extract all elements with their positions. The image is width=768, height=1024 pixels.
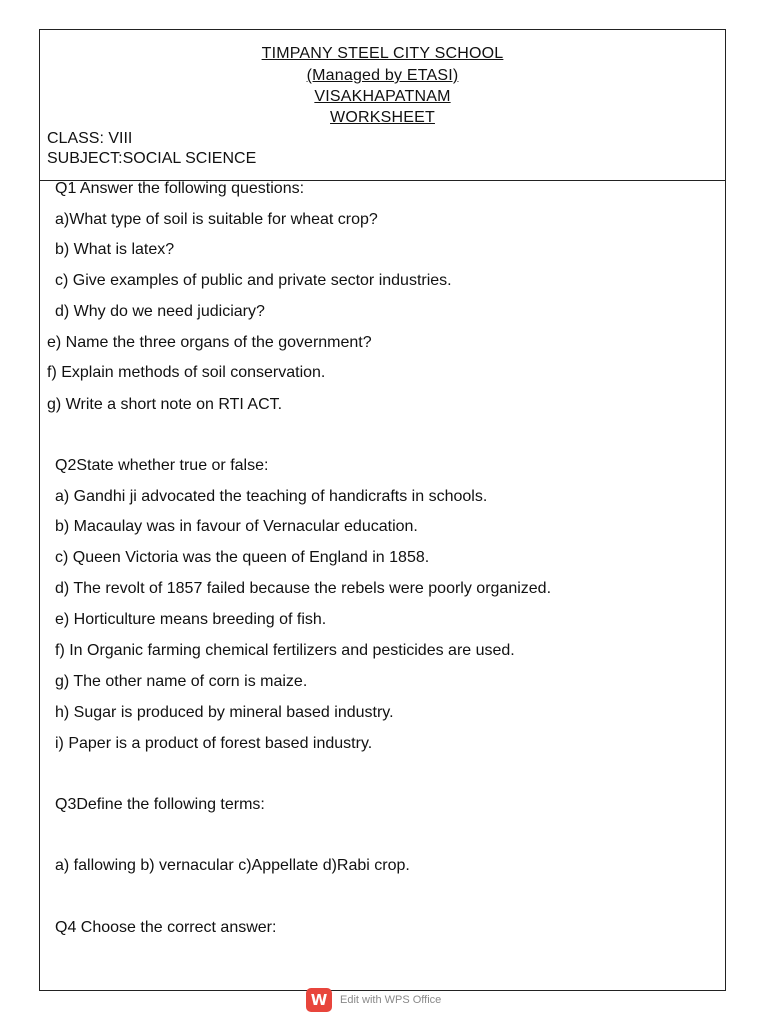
q1-item-b: b) What is latex? bbox=[55, 241, 175, 258]
wps-office-logo-icon: W bbox=[306, 988, 332, 1012]
q2-title: Q2State whether true or false: bbox=[55, 457, 269, 474]
subject-label: SUBJECT:SOCIAL SCIENCE bbox=[47, 150, 257, 167]
q1-title: Q1 Answer the following questions: bbox=[55, 180, 305, 197]
managed-by: (Managed by ETASI) bbox=[306, 67, 459, 84]
q2-item-b: b) Macaulay was in favour of Vernacular education. bbox=[55, 518, 418, 535]
q3-title: Q3Define the following terms: bbox=[55, 796, 265, 813]
wps-edit-text[interactable]: Edit with WPS Office bbox=[340, 994, 442, 1006]
school-name: TIMPANY STEEL CITY SCHOOL bbox=[261, 45, 504, 62]
worksheet-header bbox=[40, 30, 725, 181]
q3-terms: a) fallowing b) vernacular c)Appellate d)Rabi crop. bbox=[55, 857, 410, 874]
q1-item-c: c) Give examples of public and private sector industries. bbox=[55, 272, 452, 289]
q2-item-i: i) Paper is a product of forest based industry. bbox=[55, 735, 373, 752]
q1-item-d: d) Why do we need judiciary? bbox=[55, 303, 265, 320]
q2-item-c: c) Queen Victoria was the queen of England in 1858. bbox=[55, 549, 430, 566]
q2-item-a: a) Gandhi ji advocated the teaching of handicrafts in schools. bbox=[55, 488, 488, 505]
q1-item-e: e) Name the three organs of the government? bbox=[47, 334, 372, 351]
q2-item-f: f) In Organic farming chemical fertilizers and pesticides are used. bbox=[55, 642, 515, 659]
q2-item-h: h) Sugar is produced by mineral based industry. bbox=[55, 704, 394, 721]
document-type: WORKSHEET bbox=[330, 109, 435, 126]
worksheet-frame bbox=[39, 29, 726, 991]
class-label: CLASS: VIII bbox=[47, 130, 133, 147]
q2-item-e: e) Horticulture means breeding of fish. bbox=[55, 611, 327, 628]
q1-item-g: g) Write a short note on RTI ACT. bbox=[47, 396, 283, 413]
q1-item-f: f) Explain methods of soil conservation. bbox=[47, 364, 326, 381]
q1-item-a: a)What type of soil is suitable for wheat crop? bbox=[55, 211, 378, 228]
q2-item-g: g) The other name of corn is maize. bbox=[55, 673, 308, 690]
city-name: VISAKHAPATNAM bbox=[314, 88, 451, 105]
q2-item-d: d) The revolt of 1857 failed because the rebels were poorly organized. bbox=[55, 580, 552, 597]
wps-edit-banner[interactable] bbox=[306, 987, 441, 1013]
q4-title: Q4 Choose the correct answer: bbox=[55, 919, 277, 936]
